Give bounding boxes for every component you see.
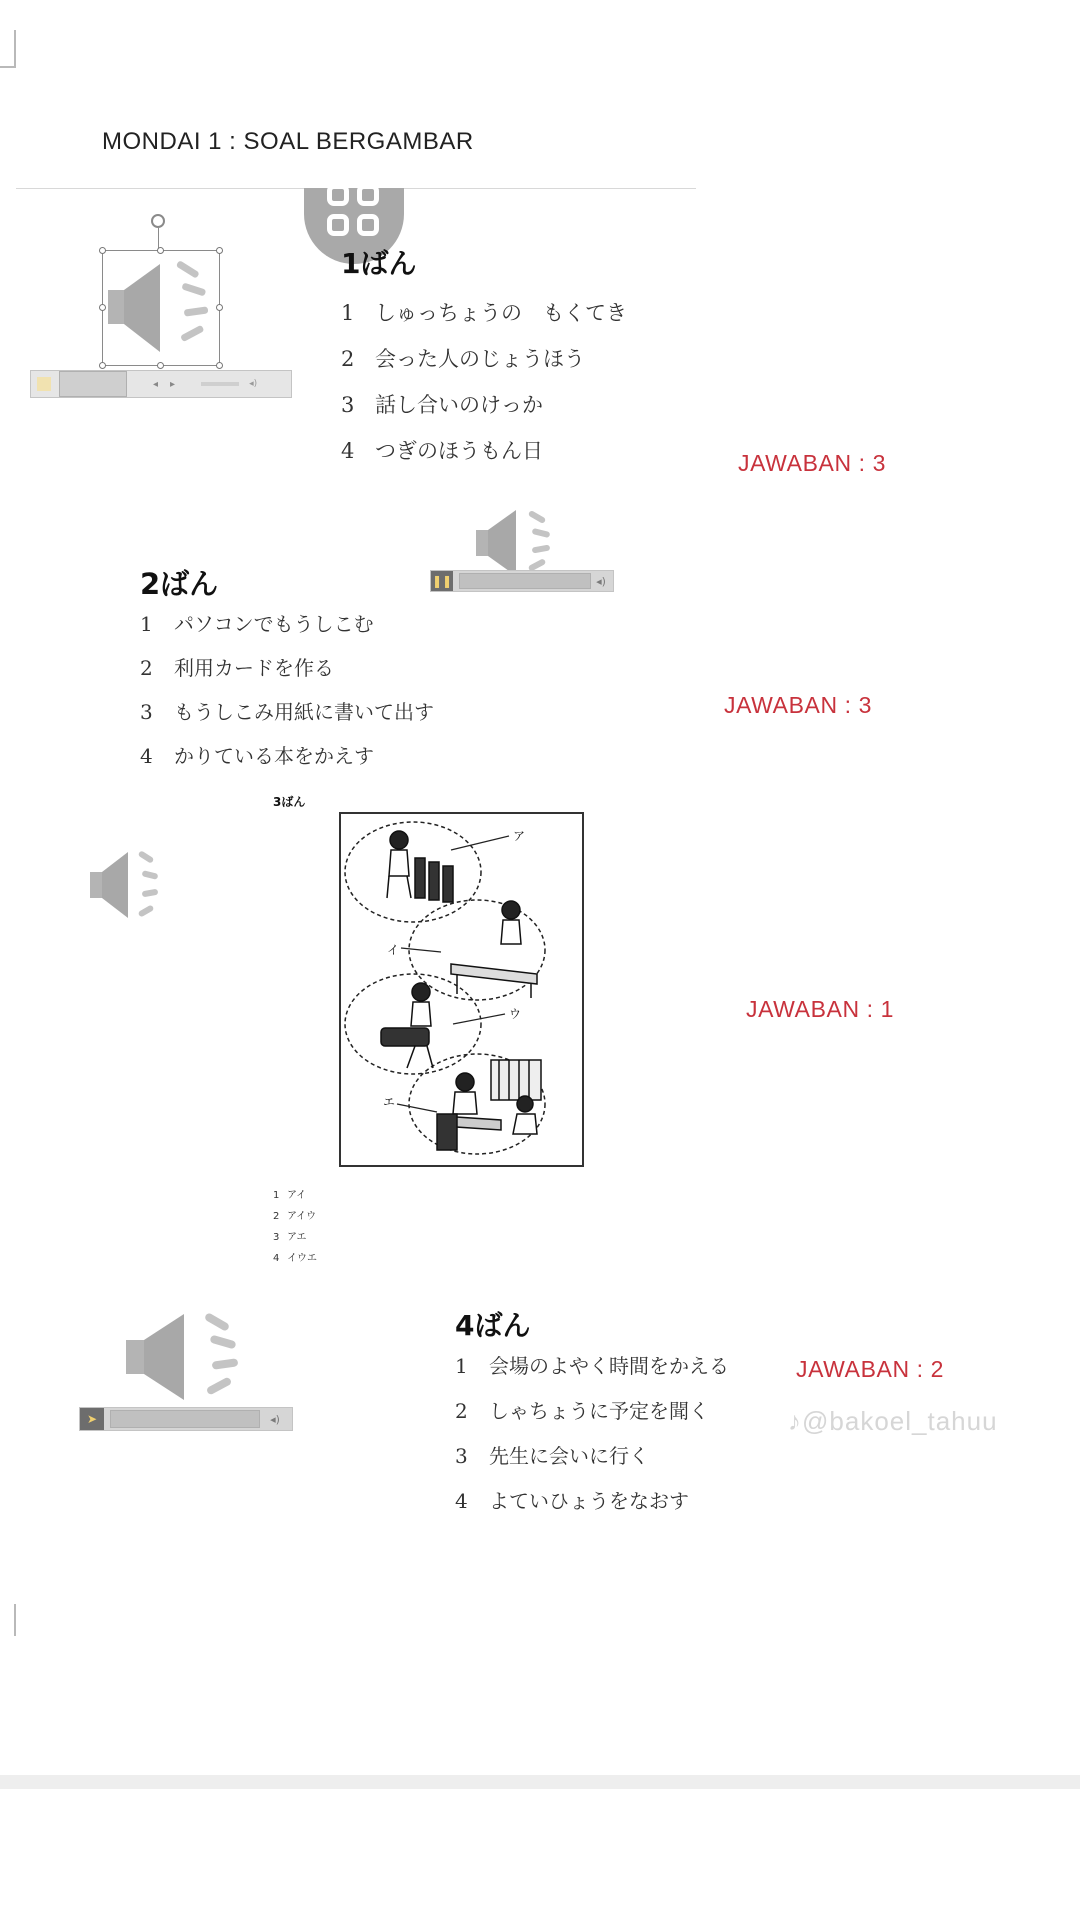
audio-progress-track[interactable] bbox=[59, 371, 127, 397]
question-illustration bbox=[339, 812, 584, 1167]
option-text: よていひょうをなおす bbox=[489, 1489, 689, 1513]
option-number: 1 bbox=[273, 1190, 280, 1201]
option-number: 4 bbox=[273, 1253, 280, 1264]
option-number: 1 bbox=[455, 1354, 468, 1378]
page-separator bbox=[0, 1775, 1080, 1789]
question-heading: 2ばん bbox=[140, 567, 219, 601]
audio-player-bar[interactable] bbox=[430, 570, 614, 592]
audio-time-display bbox=[201, 382, 239, 386]
option-text: 利用カードを作る bbox=[174, 656, 334, 680]
option-text: つぎのほうもん日 bbox=[375, 439, 543, 463]
option-text: しゃちょうに予定を聞く bbox=[489, 1399, 709, 1423]
option-item bbox=[273, 1227, 317, 1248]
pause-icon[interactable]: ❚❚ bbox=[431, 571, 453, 591]
option-item bbox=[341, 428, 627, 474]
speaker-icon[interactable] bbox=[472, 506, 568, 580]
option-text: しゅっちょうの もくてき bbox=[375, 301, 627, 325]
audio-player-bar[interactable] bbox=[30, 370, 292, 398]
option-text: 話し合いのけっか bbox=[375, 393, 543, 417]
picture-label: イ bbox=[387, 943, 400, 957]
answer-options bbox=[273, 1185, 317, 1269]
option-item bbox=[140, 602, 434, 646]
answer-label: JAWABAN : 2 bbox=[796, 1356, 945, 1382]
answer-label: JAWABAN : 1 bbox=[746, 996, 895, 1022]
play-icon[interactable] bbox=[37, 377, 51, 391]
answer-options bbox=[455, 1344, 729, 1524]
picture-label: ア bbox=[513, 829, 526, 843]
option-item bbox=[273, 1206, 317, 1227]
option-number: 3 bbox=[455, 1444, 468, 1468]
option-text: もうしこみ用紙に書いて出す bbox=[174, 700, 434, 724]
volume-icon[interactable]: ◂) bbox=[596, 574, 606, 588]
option-item bbox=[341, 290, 627, 336]
next-page-area bbox=[0, 1789, 1080, 1920]
option-text: パソコンでもうしこむ bbox=[174, 612, 374, 636]
picture-label: ウ bbox=[509, 1007, 522, 1021]
option-text: 先生に会いに行く bbox=[489, 1444, 649, 1468]
speaker-icon[interactable] bbox=[120, 1310, 252, 1402]
option-number: 4 bbox=[341, 439, 355, 463]
volume-icon[interactable]: ◂) bbox=[249, 379, 258, 389]
seek-forward-icon[interactable]: ▸ bbox=[170, 378, 176, 390]
question-heading: 1ばん bbox=[341, 247, 417, 280]
answer-label: JAWABAN : 3 bbox=[724, 692, 873, 718]
option-text: アイ bbox=[287, 1190, 307, 1201]
option-item bbox=[455, 1389, 729, 1434]
option-item bbox=[273, 1185, 317, 1206]
option-number: 4 bbox=[455, 1489, 468, 1513]
page-corner-mark-bottom bbox=[0, 1604, 16, 1636]
option-item bbox=[341, 336, 627, 382]
option-text: 会場のよやく時間をかえる bbox=[489, 1354, 729, 1378]
option-item bbox=[455, 1344, 729, 1389]
option-text: イウエ bbox=[287, 1253, 317, 1264]
option-number: 3 bbox=[273, 1232, 280, 1243]
option-text: アイウ bbox=[287, 1211, 317, 1222]
option-text: 会った人のじょうほう bbox=[375, 347, 585, 371]
option-number: 1 bbox=[341, 301, 355, 325]
option-item bbox=[273, 1248, 317, 1269]
speaker-icon[interactable] bbox=[86, 846, 170, 924]
audio-progress-track[interactable] bbox=[110, 1410, 260, 1428]
audio-player-bar[interactable] bbox=[79, 1407, 293, 1431]
option-number: 2 bbox=[341, 347, 355, 371]
rotate-handle[interactable] bbox=[151, 214, 165, 228]
seek-back-icon[interactable]: ◂ bbox=[153, 378, 159, 390]
option-item bbox=[140, 734, 434, 778]
option-item bbox=[140, 646, 434, 690]
answer-label: JAWABAN : 3 bbox=[738, 450, 887, 476]
document-title: MONDAI 1 : SOAL BERGAMBAR bbox=[102, 128, 474, 155]
question-heading: 4ばん bbox=[455, 1309, 531, 1342]
answer-options bbox=[140, 602, 434, 778]
answer-options bbox=[341, 290, 627, 474]
page-corner-mark-top bbox=[0, 30, 16, 68]
watermark-text: ♪@bakoel_tahuu bbox=[788, 1406, 998, 1436]
option-number: 2 bbox=[140, 656, 153, 680]
picture-label: エ bbox=[383, 1095, 396, 1109]
option-item bbox=[341, 382, 627, 428]
option-number: 3 bbox=[341, 393, 355, 417]
option-number: 2 bbox=[273, 1211, 280, 1222]
audio-progress-track[interactable] bbox=[459, 573, 591, 589]
option-item bbox=[140, 690, 434, 734]
option-item bbox=[455, 1479, 729, 1524]
speaker-icon[interactable] bbox=[104, 256, 220, 360]
option-item bbox=[455, 1434, 729, 1479]
option-text: かりている本をかえす bbox=[174, 744, 374, 768]
option-number: 3 bbox=[140, 700, 153, 724]
volume-icon[interactable]: ◂) bbox=[270, 1412, 280, 1426]
option-number: 1 bbox=[140, 612, 153, 636]
illustration-drawing bbox=[341, 814, 582, 1165]
option-number: 4 bbox=[140, 744, 153, 768]
option-text: アエ bbox=[287, 1232, 307, 1243]
option-number: 2 bbox=[455, 1399, 468, 1423]
play-icon[interactable]: ➤ bbox=[80, 1408, 104, 1430]
question-heading: 3ばん bbox=[273, 795, 306, 809]
